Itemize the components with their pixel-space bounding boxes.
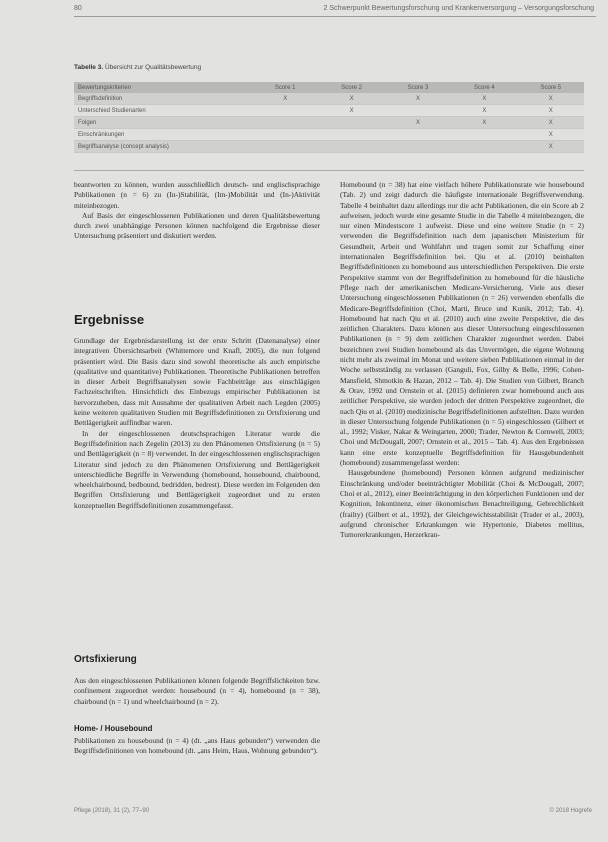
ortsfixierung-text (74, 676, 320, 707)
table-row (74, 105, 584, 117)
header-rule (74, 16, 596, 17)
table-cell: Unterschied Studienarten (74, 105, 252, 117)
table-cell: X (318, 105, 384, 117)
table-cell: X (451, 93, 517, 105)
table-cell: X (518, 141, 584, 153)
column-header: Score 2 (318, 82, 384, 93)
table-cell: Begriffsdefinition (74, 93, 252, 105)
paragraph: Publikationen zu housebound (n = 4) (dt. „ans Haus gebunden“) verwenden die Begriffsdefinitionen von homebound (dt. „ans Heim, Haus, Wohnung gebunden“). (74, 736, 320, 756)
quality-table (74, 82, 584, 153)
table-cell (252, 141, 318, 153)
table-cell: X (451, 105, 517, 117)
table-cell (385, 129, 451, 141)
running-title: 2 Schwerpunkt Bewertungsforschung und Krankenversorgung – Versorgungsforschung (323, 5, 594, 12)
table-bottom-rule (74, 170, 584, 171)
table-cell (318, 141, 384, 153)
paragraph: beantworten zu können, wurden ausschließlich deutsch- und englischsprachige Publikationen (n = 6) zu (In-)Stabilität, (Im-)Mobilität und (In-)Aktivität miteinbezogen. (74, 180, 320, 210)
table-cell: X (518, 117, 584, 129)
table-row (74, 93, 584, 105)
subsubsection-heading-homebound: Home- / Housebound (74, 724, 153, 733)
homebound-text (74, 736, 320, 757)
column-header: Score 3 (385, 82, 451, 93)
table-row (74, 129, 584, 141)
left-column (74, 180, 320, 242)
subsection-heading-ortsfixierung: Ortsfixierung (74, 654, 137, 665)
table-cell (318, 129, 384, 141)
paragraph: Grundlage der Ergebnisdarstellung ist der erste Schritt (Datenanalyse) einer integrativen Übersichtsarbeit (Whittemore und Knafl, 2005), die nun folgend präsentiert wird. Die Basis dazu sind sowohl theoretische als auch empirische (qualitative und quantitative) Publikationen. Theoretische Publikationen betreffen in dieser Arbeit Begriffsanalysen sowie Fachbeiträge aus einschlägigen Fachzeitschriften. Hinsichtlich des Einbezugs empirischer Publikationen ist hervorzuheben, dass mit Ausnahme der qualitativen Arbeit nach Legden (2005) keine weiteren qualitativen Studien mit Begriffsdefinitionen zu Ortsfixierung und Bettlägerigkeit auffindbar waren. (74, 336, 320, 428)
table-cell (451, 141, 517, 153)
table-cell: X (518, 105, 584, 117)
table-cell: X (252, 93, 318, 105)
table-row (74, 141, 584, 153)
table-cell: Einschränkungen (74, 129, 252, 141)
footer-citation: Pflege (2018), 31 (2), 77–90 (74, 808, 150, 814)
table-cell (252, 117, 318, 129)
paragraph: In der eingeschlossenen deutschsprachigen Literatur wurde die Begriffsdefinition nach Zegelin (2013) zu den Phänomenen Ortsfixierung (n = 5) und Bettlägerigkeit (n = 8) verwendet. In der eingeschlossenen englischsprachigen Literatur sind jedoch zu den Phänomenen Ortsfixierung und Bettlägerigkeit unterschiedliche Begriffe in Verwendung (homebound, housebound, chairbound, wheelchairbound, bedbound, bedridden, bedrest). Diese werden im Folgenden den Begriffen Ortsfixierung und Bettlägerigkeit zugeordnet und zu ersten konzeptuellen Begriffsdefinitionen zusammengefasst. (74, 428, 320, 510)
table-cell (451, 129, 517, 141)
table-cell (385, 141, 451, 153)
page-number: 80 (74, 5, 82, 12)
right-column (340, 180, 584, 540)
table-cell: X (518, 129, 584, 141)
paragraph: Aus den eingeschlossenen Publikationen können folgende Begriffslichkeiten bzw. confinement zugeordnet werden: housebound (n = 4), homebound (n = 38), chairbound (n = 1) und wheelchairbound (n = 2). (74, 676, 320, 706)
results-text (74, 336, 320, 511)
paragraph: Homebound (n = 38) hat eine vielfach höhere Publikationsrate wie housebound (Tab. 2) und zeigt dadurch die häufigste internationale Begriffsverwendung. Tabelle 4 beinhaltet dazu allerdings nur die acht Publikationen, die ein Score ab 2 aufweisen, jedoch wurde eine gesamte Studie in die Tabelle 4 miteinbezogen, die nur einen Mindestscore 1 aufweist. Diese und eine weitere Studie (n = 2) verwenden die Begriffsdefinition nach dem japanischen Ministerium für Gesundheit, Arbeit und Wohlfahrt und tragen somit zur Schaffung einer internationalen Begriffsdefinition bei. Qiu et al. (2010) beinhalten Begriffsdefinitionen zu homebound aus unterschiedlichen Perspektiven. Die erste Perspektive stammt von der Begriffsdefinition zu homebound für die häusliche Pflege nach der amerikanischen Medicare-Versicherung. Viele aus dieser Untersuchung eingeschlossenen Publikationen (n = 26) verwenden ebenfalls die Medicare-Begriffsdefinition (Choi, Marti, Bruce und Kunik, 2012; Tab. 4). Homebound hat nach Qiu et al. (2010) auch eine zweite Perspektive, die des zeitlichen Charakters. Dazu können aus dieser Untersuchung eingeschlossenen Publikationen (n = 9) dem zeitlichen Charakter zugeordnet werden. Dabei bezeichnen zwei Studien homebound als das Unvermögen, die eigene Wohnung nicht mehr als zweimal im Monat und weitere sieben Publikationen einmal in der Woche selbstständig zu verlassen (Ganguli, Fox, Gilby & Belle, 1996; Cohen-Mansfield, Shmotkin & Hazan, 2012 – Tab. 4). Die Studien von Gilbert, Branch & Orav, 1992 und Ornstein et al. (2015) definieren zwar homebound auch aus zeitlicher Perspektive, sie wurden jedoch der dritten Perspektive zugeordnet, die nach Qiu et al. (2010) medizinische Begriffsdefinitionen aufstellten. Dazu wurden in dieser Untersuchung folgende Publikationen (n = 5) eingeschlossen (Gilbert et al., 1992; Visker, Nakar & Weingarten, 2000; Trader, Newton & Cornwell, 2003; Choi und McDougall, 2007; Ornstein et al., 2015 – Tab. 4). Aus den Ergebnissen kann eine erste konzeptuelle Begriffsdefinition für Hausgebundenheit (homebound) zusammengefasst werden: (340, 180, 584, 468)
table-cell: Folgen (74, 117, 252, 129)
table-caption (74, 64, 201, 71)
table-cell (318, 117, 384, 129)
table-cell: X (385, 93, 451, 105)
table-cell: Begriffsanalyse (concept analysis) (74, 141, 252, 153)
paragraph: Hausgebundene (homebound) Personen können aufgrund medizinischer Einschränkung und/oder beeinträchtigter Mobilität (Choi & McDougall, 2007; Choi et al., 2012), einer Beeinträchtigung in den körperlichen Funktionen und der Kognition, Inkontinenz, einer ökonomischen Benachteiligung, Gebrechlichkeit (frailty) (Gilbert et al., 1992), der Gleichgewichtsstabilität (Trader et al., 2003), aufgrund chronischer Erkrankungen wie Hypertonie, Diabetes mellitus, Tumorerkrankungen, Herzerkran- (340, 468, 584, 540)
table-header-row (74, 82, 584, 93)
table-cell (252, 129, 318, 141)
table-cell: X (318, 93, 384, 105)
table-cell: X (518, 93, 584, 105)
table-cell (252, 105, 318, 117)
column-header: Score 1 (252, 82, 318, 93)
column-header: Score 5 (518, 82, 584, 93)
column-header: Bewertungskriterien (74, 82, 252, 93)
section-heading-results: Ergebnisse (74, 312, 145, 327)
table-caption-text: Übersicht zur Qualitätsbewertung (104, 64, 202, 71)
table-cell (385, 105, 451, 117)
table-caption-label: Tabelle 3. (74, 64, 104, 71)
table-row (74, 117, 584, 129)
table-cell: X (451, 117, 517, 129)
table-cell: X (385, 117, 451, 129)
column-header: Score 4 (451, 82, 517, 93)
paragraph: Auf Basis der eingeschlossenen Publikationen und deren Qualitätsbewertung durch zwei unabhängige Personen können nachfolgend die Ergebnisse dieser Untersuchung präsentiert und diskutiert werden. (74, 210, 320, 241)
footer-copyright: © 2018 Hogrefe (549, 808, 592, 814)
